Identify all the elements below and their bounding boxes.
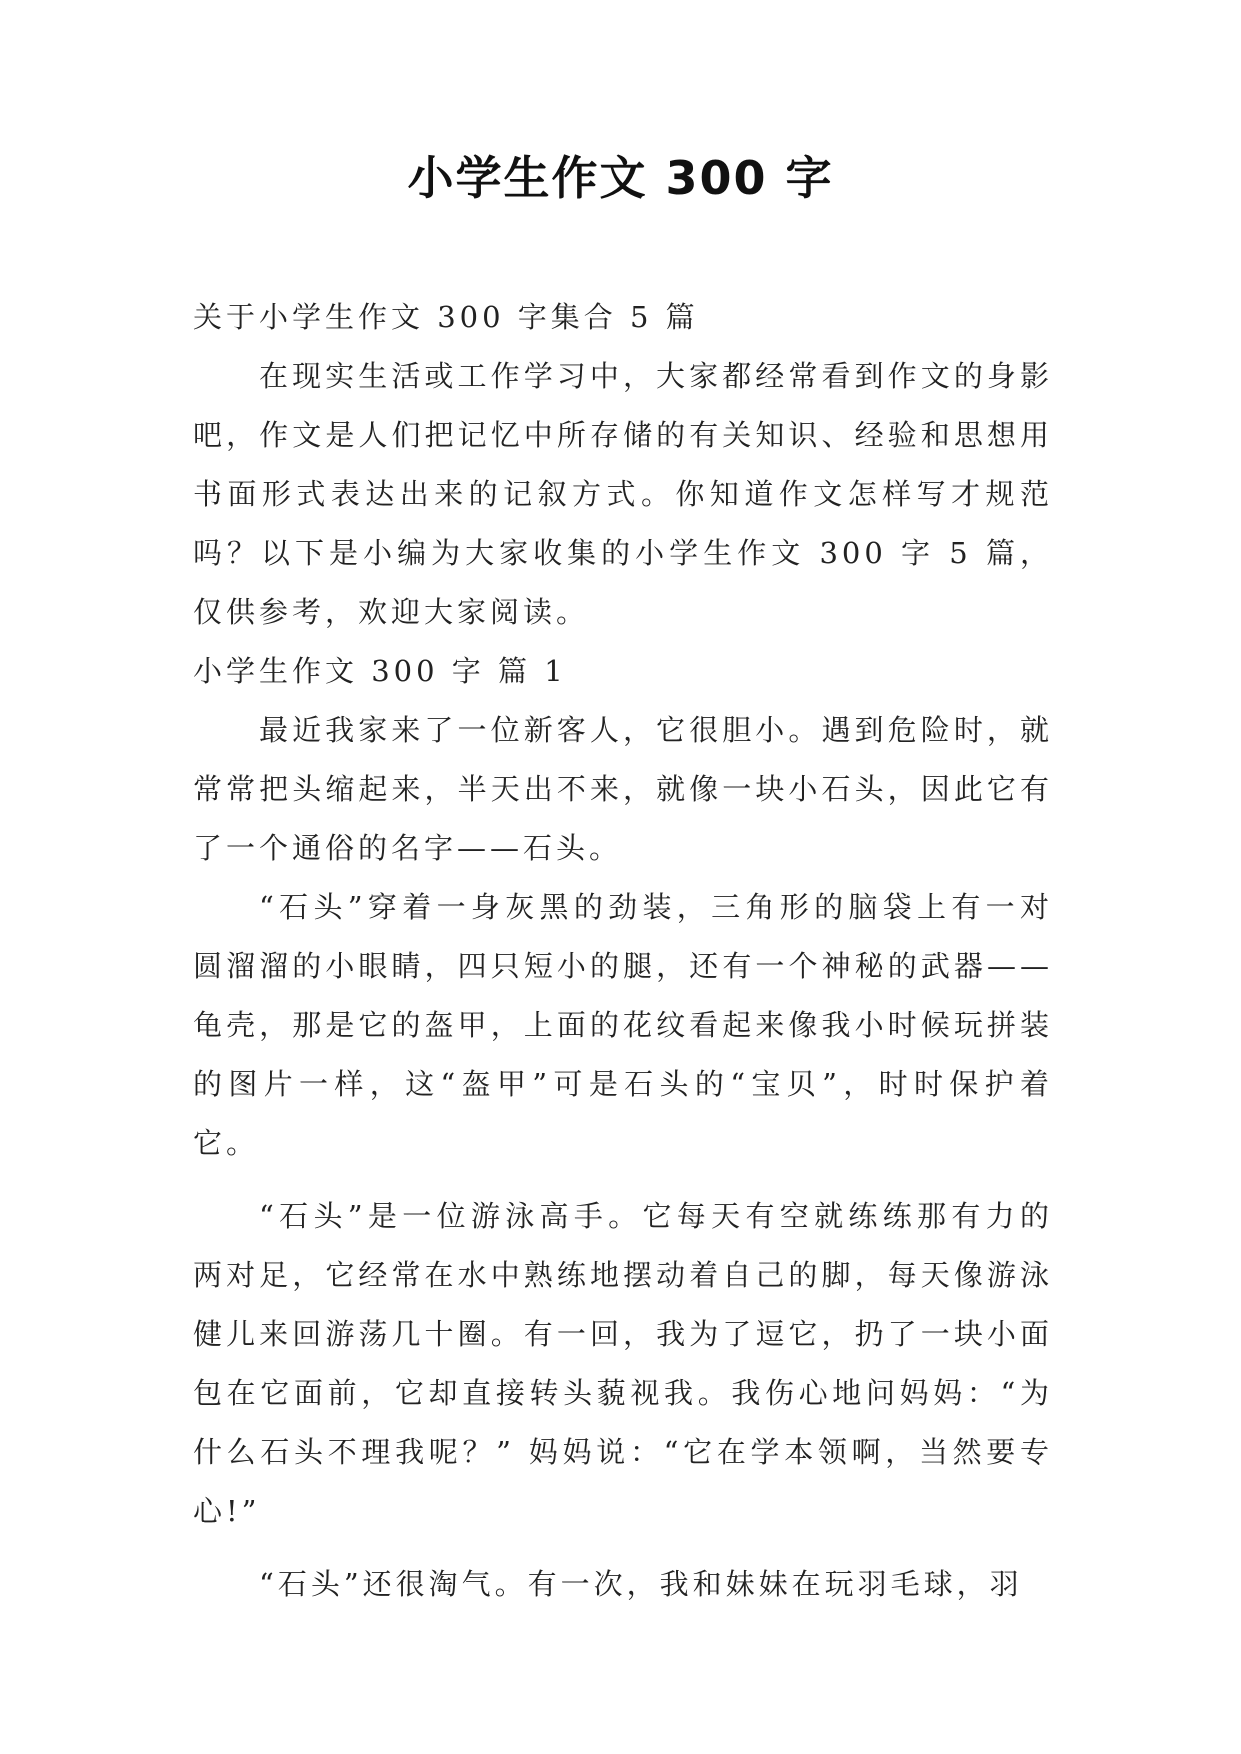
document-body xyxy=(193,288,1053,1614)
page-title: 小学生作文 300 字 xyxy=(407,151,834,205)
section-heading: 小学生作文 300 字 篇 1 xyxy=(193,654,567,688)
intro-paragraph: 在现实生活或工作学习中，大家都经常看到作文的身影吧，作文是人们把记忆中所存储的有关知识、经验和思想用书面形式表达出来的记叙方式。你知道作文怎样写才规范吗？以下是小编为大家收集的小学生作文 300 字 5 篇，仅供参考，欢迎大家阅读。 xyxy=(193,359,1053,629)
paragraph: “石头”还很淘气。有一次，我和妹妹在玩羽毛球，羽 xyxy=(259,1567,1023,1601)
paragraph: 最近我家来了一位新客人，它很胆小。遇到危险时，就常常把头缩起来，半天出不来，就像一块小石头，因此它有了一个通俗的名字——石头。 xyxy=(193,713,1053,865)
paragraph: “石头”穿着一身灰黑的劲装，三角形的脑袋上有一对圆溜溜的小眼睛，四只短小的腿，还有一个神秘的武器——龟壳，那是它的盔甲，上面的花纹看起来像我小时候玩拼装的图片一样，这“盔甲”可是石头的“宝贝”，时时保护着它。 xyxy=(193,890,1053,1160)
subtitle: 关于小学生作文 300 字集合 5 篇 xyxy=(193,300,699,334)
paragraph: “石头”是一位游泳高手。它每天有空就练练那有力的两对足，它经常在水中熟练地摆动着自己的脚，每天像游泳健儿来回游荡几十圈。有一回，我为了逗它，扔了一块小面包在它面前，它却直接转头藐视我。我伤心地问妈妈：“为什么石头不理我呢？” 妈妈说：“它在学本领啊，当然要专心!” xyxy=(193,1199,1053,1528)
